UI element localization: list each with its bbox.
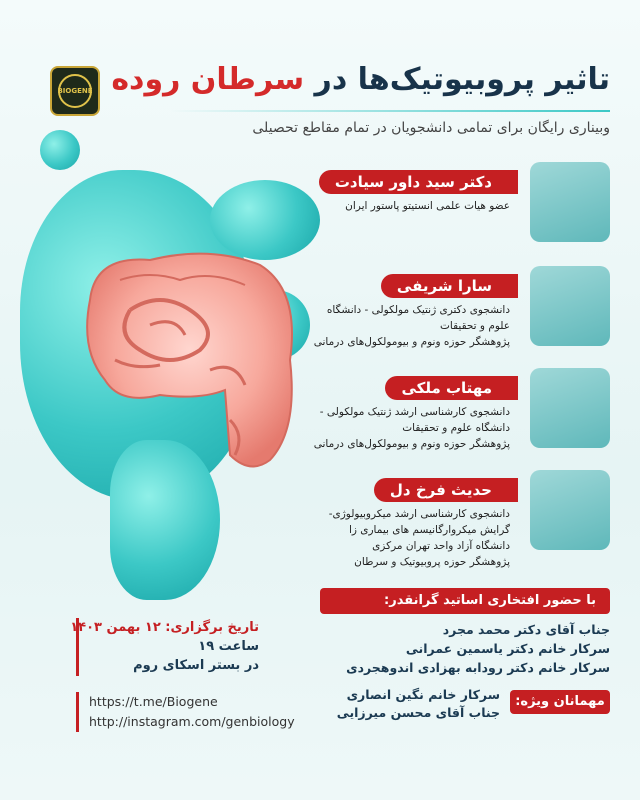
speaker-description: عضو هیات علمی انستیتو پاستور ایران — [345, 200, 510, 212]
biogene-logo — [50, 66, 100, 116]
telegram-link[interactable]: https://t.me/Biogene — [89, 694, 218, 709]
speaker-photo — [530, 368, 610, 448]
event-time: ساعت ۱۹ — [198, 639, 259, 654]
guest-item: سرکار خانم دکتر رودابه بهزادی اندوهجردی — [346, 660, 610, 675]
special-guests-list — [337, 686, 500, 722]
title-part1: تاثیر پروبیوتیک‌ها در — [304, 62, 610, 97]
speaker-name: حدیث فرخ دل — [374, 478, 518, 502]
event-info — [70, 618, 259, 676]
speaker-card — [30, 368, 610, 448]
guest-item: سرکار خانم دکتر یاسمین عمرانی — [405, 641, 610, 656]
speaker-description: دانشجوی کارشناسی ارشد ژنتیک مولکولی - دانشگاه علوم و تحقیقات پژوهشگر حوزه ونوم و بیومولکول‌های درمانی — [313, 406, 510, 450]
subtitle: وبیناری رایگان برای تمامی دانشجویان در تمام مقاطع تحصیلی — [252, 120, 610, 136]
title-part2: سرطان روده — [111, 62, 305, 97]
special-guest-item: جناب آقای محسن میرزایی — [336, 705, 500, 720]
speaker-photo — [530, 470, 610, 550]
guest-item: جناب آقای دکتر محمد مجرد — [442, 622, 610, 637]
social-links — [76, 692, 295, 732]
guest-list — [346, 620, 610, 677]
speaker-photo — [530, 266, 610, 346]
speaker-card — [30, 162, 610, 242]
guests-heading: با حضور افتخاری اساتید گرانقدر: — [320, 588, 610, 614]
event-date: تاریخ برگزاری: ۱۲ بهمن ۱۴۰۳ — [70, 620, 259, 635]
special-guest-item: سرکار خانم نگین انصاری — [346, 687, 500, 702]
instagram-link[interactable]: http://instagram.com/genbiology — [89, 714, 295, 729]
speaker-name: سارا شریفی — [381, 274, 518, 298]
speaker-card — [30, 266, 610, 346]
event-place: در بستر اسکای روم — [133, 658, 259, 673]
speaker-card — [30, 470, 610, 568]
page-title — [111, 62, 610, 97]
speaker-name: مهتاب ملکی — [385, 376, 518, 400]
speaker-description: دانشجوی کارشناسی ارشد میکروبیولوژی- گرایش میکروارگانیسم های بیماری زا دانشگاه آزاد واحد تهران مرکزی پژوهشگر حوزه پروبیوتیک و سرطان — [328, 508, 510, 568]
special-guests-label: مهمانان ویژه: — [510, 690, 610, 714]
speaker-name: دکتر سید داور سیادت — [319, 170, 518, 194]
title-divider — [170, 110, 610, 112]
logo-emblem: BIOGENE — [58, 74, 92, 108]
speaker-description: دانشجوی دکتری ژنتیک مولکولی - دانشگاه علوم و تحقیقات پژوهشگر حوزه ونوم و بیومولکول‌های درمانی — [313, 304, 510, 348]
speaker-photo — [530, 162, 610, 242]
